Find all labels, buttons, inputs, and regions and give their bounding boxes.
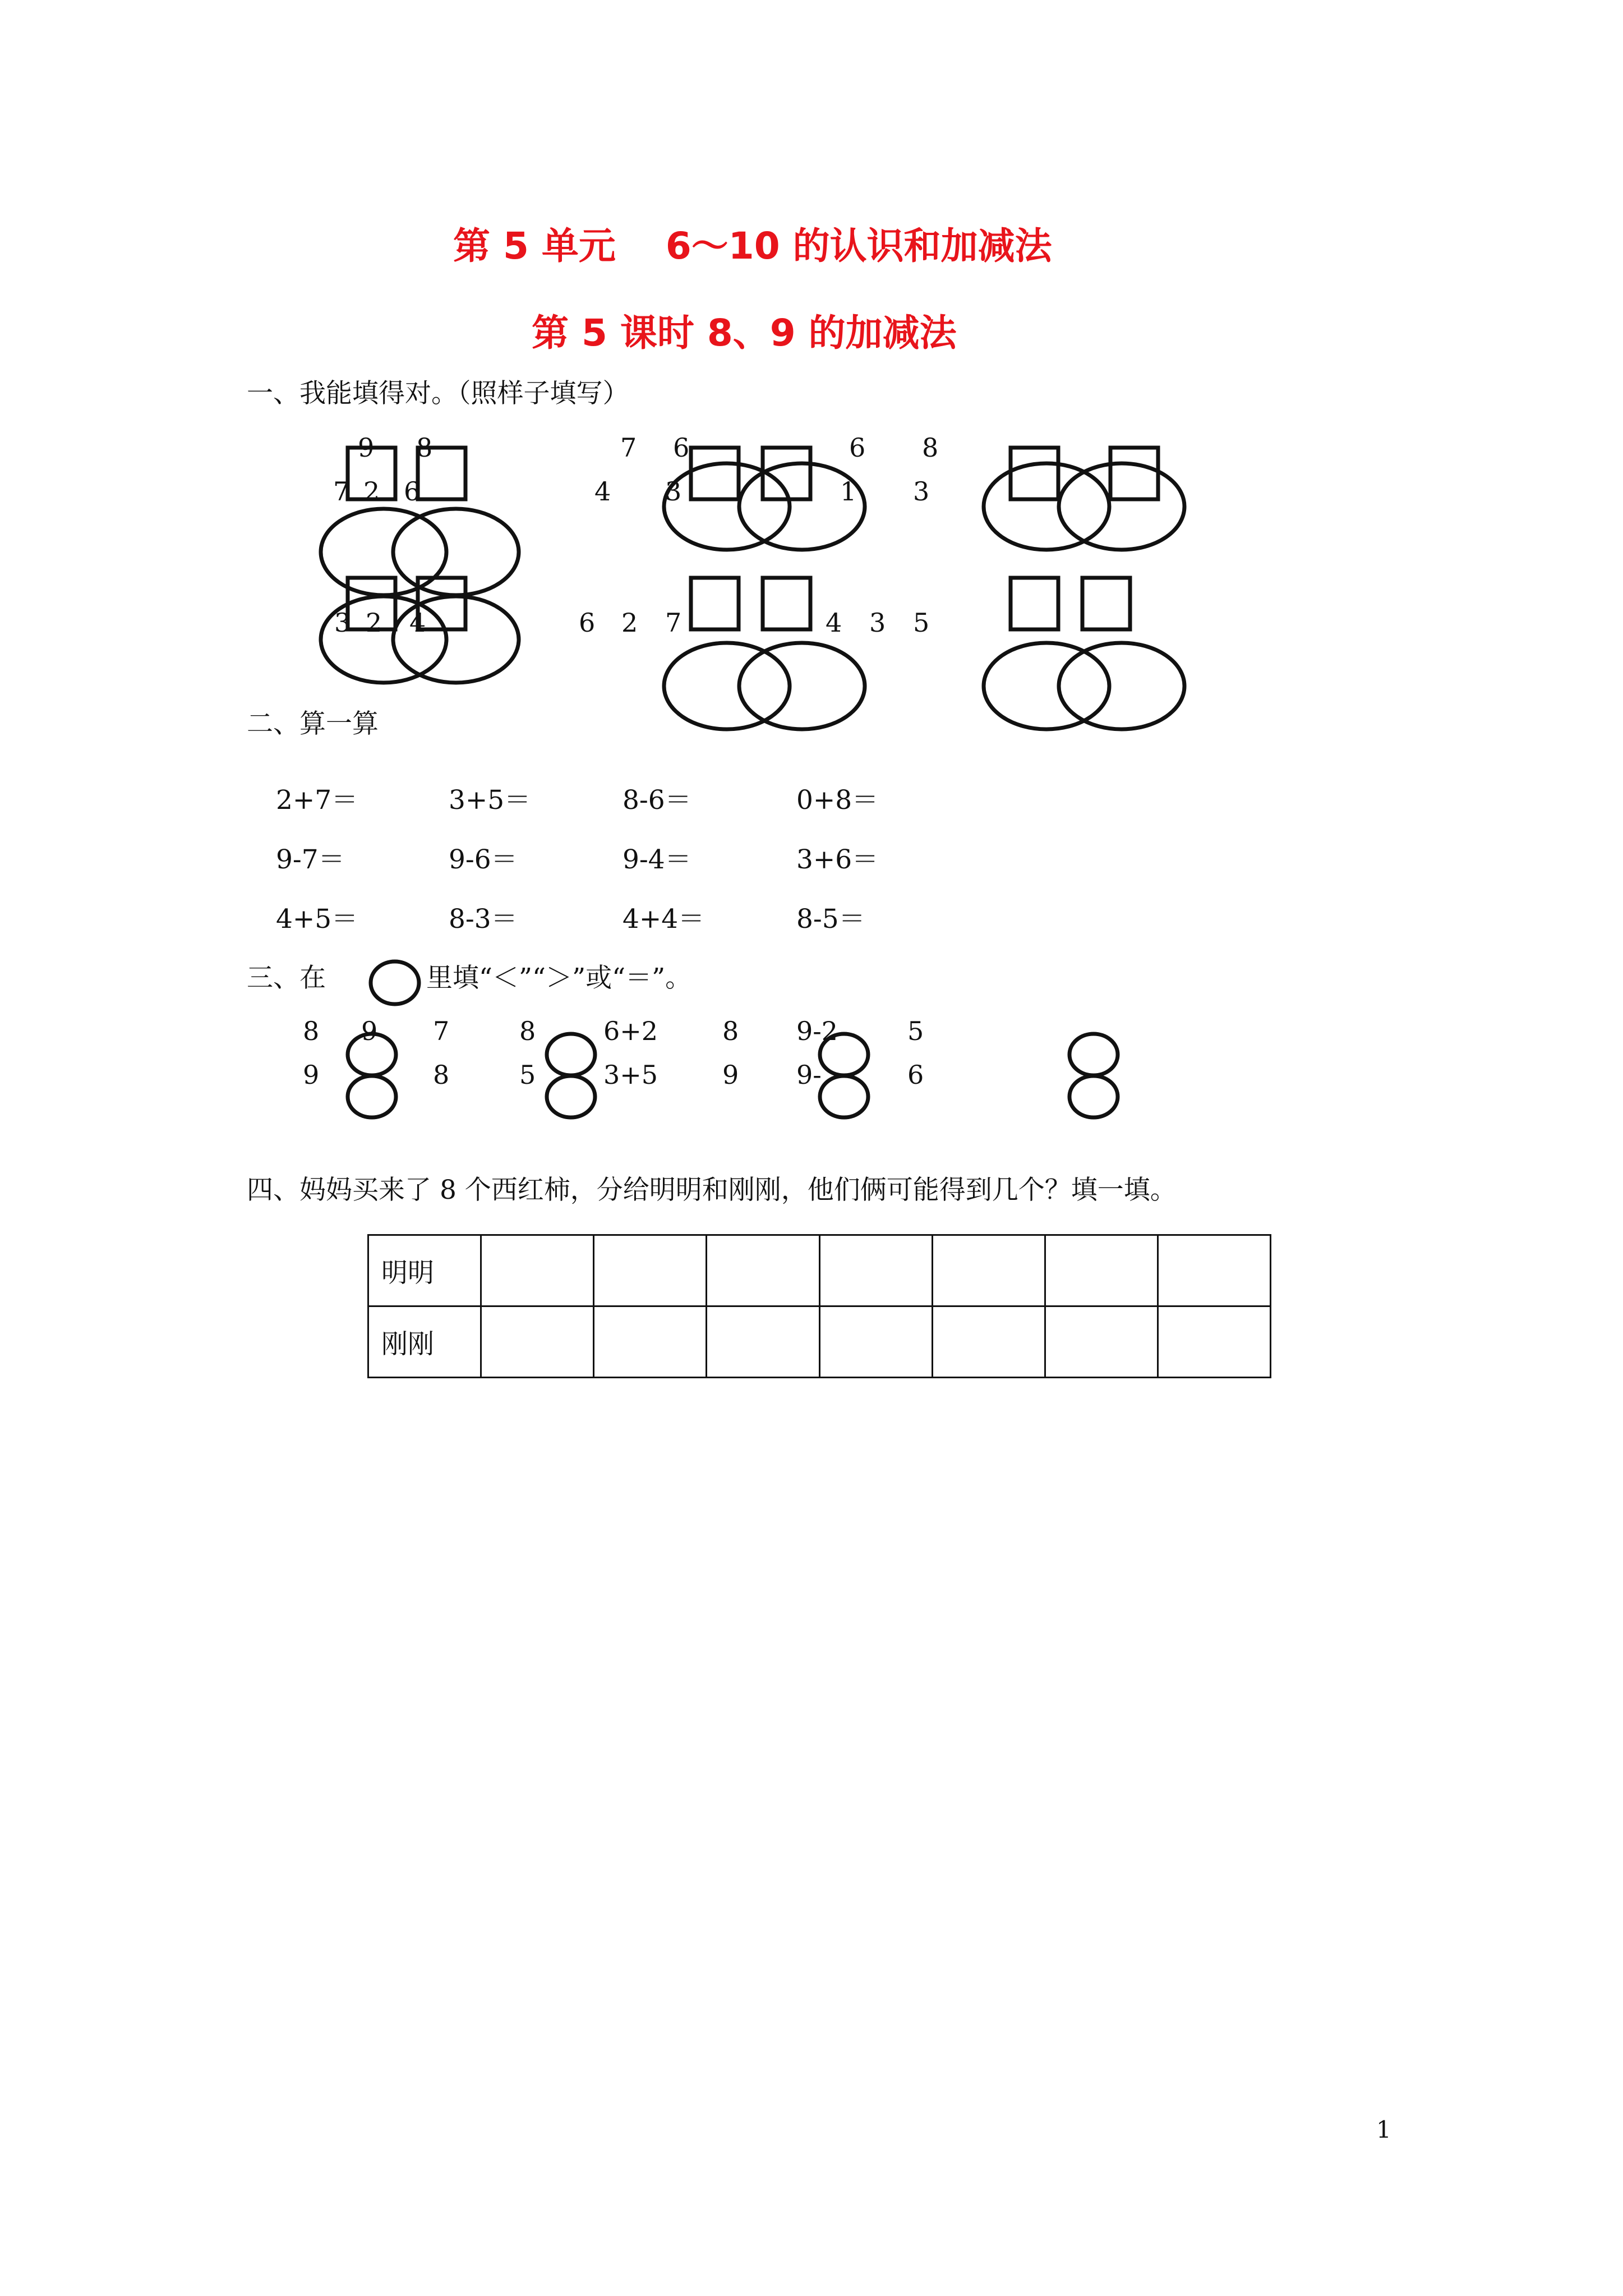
side-number: 3 xyxy=(913,476,930,507)
top-number: 8 xyxy=(416,432,433,463)
equation: 9-4＝ xyxy=(623,844,691,875)
comparison-value: 5 xyxy=(907,1016,924,1046)
side-number: 2 xyxy=(366,608,382,638)
comparison-value: 3+5 xyxy=(603,1060,658,1090)
answer-cell[interactable] xyxy=(1045,1235,1158,1306)
answer-cell[interactable] xyxy=(707,1235,819,1306)
side-number: 4 xyxy=(826,608,842,638)
section-3-heading-suffix: 里填“＜”“＞”或“＝”。 xyxy=(426,963,692,993)
venn-circle xyxy=(321,596,446,683)
section-4-heading: 四、妈妈买来了 8 个西红柿，分给明明和刚刚，他们俩可能得到几个？填一填。 xyxy=(247,1175,1177,1205)
equation: 8-5＝ xyxy=(796,904,865,935)
side-number: 4 xyxy=(594,476,611,507)
page-number: 1 xyxy=(1376,2116,1391,2143)
comparison-value: 7 xyxy=(433,1016,450,1046)
answer-box[interactable] xyxy=(1011,448,1058,499)
comparison-circle[interactable] xyxy=(1069,1034,1118,1075)
comparison-circle[interactable] xyxy=(1069,1076,1118,1117)
venn-circle xyxy=(321,509,446,595)
equation: 8-3＝ xyxy=(449,904,518,935)
equation: 0+8＝ xyxy=(796,785,879,816)
answer-cell[interactable] xyxy=(594,1235,707,1306)
comparison-value: 9 xyxy=(361,1016,378,1046)
answer-cell[interactable] xyxy=(481,1235,594,1306)
side-number: 3 xyxy=(334,608,351,638)
answer-cell[interactable] xyxy=(932,1235,1045,1306)
venn-circle xyxy=(739,463,865,550)
answer-box[interactable] xyxy=(1011,578,1058,629)
answer-cell[interactable] xyxy=(1158,1235,1270,1306)
comparison-circle[interactable] xyxy=(547,1034,595,1075)
answer-box[interactable] xyxy=(691,448,739,499)
venn-circle xyxy=(393,509,519,595)
side-number: 2 xyxy=(621,608,638,638)
top-number: 6 xyxy=(673,432,690,463)
answer-box[interactable] xyxy=(348,448,395,499)
equation: 4+4＝ xyxy=(623,904,705,935)
venn-circle xyxy=(739,643,865,729)
top-number: 7 xyxy=(620,432,637,463)
comparison-value: 9-2 xyxy=(796,1016,838,1046)
answer-cell[interactable] xyxy=(707,1306,819,1378)
table-row xyxy=(368,1306,1271,1378)
comparison-value: 9 xyxy=(722,1060,739,1090)
comparison-value: 9 xyxy=(303,1060,320,1090)
comparison-value: 6+2 xyxy=(603,1016,658,1046)
side-number: 5 xyxy=(913,608,930,638)
equation: 3+5＝ xyxy=(449,785,531,816)
equation: 3+6＝ xyxy=(796,844,879,875)
side-number: 3 xyxy=(665,476,682,507)
lesson-title: 第 5 课时 8、9 的加减法 xyxy=(532,311,957,355)
venn-circle xyxy=(393,596,519,683)
equation: 8-6＝ xyxy=(623,785,691,816)
unit-title: 第 5 单元 6～10 的认识和加减法 xyxy=(453,224,1052,268)
comparison-circle-sample xyxy=(371,961,419,1004)
comparison-value: 8 xyxy=(433,1060,450,1090)
venn-circle xyxy=(1059,463,1184,550)
top-number: 9 xyxy=(358,432,375,463)
row-label-ganggang: 刚刚 xyxy=(368,1306,481,1378)
answer-box[interactable] xyxy=(418,448,465,499)
answer-box[interactable] xyxy=(348,578,395,629)
answer-cell[interactable] xyxy=(932,1306,1045,1378)
side-number: 6 xyxy=(579,608,596,638)
side-number: 6 xyxy=(404,476,421,507)
comparison-circle[interactable] xyxy=(348,1076,396,1117)
equation: 9-7＝ xyxy=(276,844,345,875)
venn-circle xyxy=(984,643,1109,729)
row-label-mingming: 明明 xyxy=(368,1235,481,1306)
comparison-value: 8 xyxy=(722,1016,739,1046)
top-number: 8 xyxy=(922,432,939,463)
comparison-value: 6 xyxy=(907,1060,924,1090)
section-1-heading: 一、我能填得对。（照样子填写） xyxy=(247,378,629,409)
venn-circle xyxy=(664,463,790,550)
answer-cell[interactable] xyxy=(819,1306,932,1378)
comparison-circle[interactable] xyxy=(547,1076,595,1117)
table-row xyxy=(368,1235,1271,1306)
side-number: 3 xyxy=(869,608,886,638)
venn-circle xyxy=(984,463,1109,550)
equation: 2+7＝ xyxy=(276,785,358,816)
answer-cell[interactable] xyxy=(1045,1306,1158,1378)
answer-cell[interactable] xyxy=(481,1306,594,1378)
comparison-value: 8 xyxy=(303,1016,320,1046)
side-number: 1 xyxy=(840,476,857,507)
answer-box[interactable] xyxy=(1110,448,1158,499)
comparison-value: 5 xyxy=(519,1060,536,1090)
venn-circle xyxy=(664,643,790,729)
side-number: 7 xyxy=(665,608,682,638)
comparison-value: 9- xyxy=(796,1060,822,1090)
answer-box[interactable] xyxy=(691,578,739,629)
distribution-table xyxy=(367,1234,1271,1378)
answer-box[interactable] xyxy=(1082,578,1130,629)
venn-circle xyxy=(1059,643,1184,729)
equation: 4+5＝ xyxy=(276,904,358,935)
top-number: 6 xyxy=(849,432,866,463)
section-3-heading-prefix: 三、在 xyxy=(247,963,326,993)
answer-box[interactable] xyxy=(763,578,810,629)
side-number: 2 xyxy=(363,476,380,507)
comparison-value: 8 xyxy=(519,1016,536,1046)
answer-cell[interactable] xyxy=(819,1235,932,1306)
answer-cell[interactable] xyxy=(1158,1306,1270,1378)
side-number: 7 xyxy=(333,476,350,507)
comparison-circle[interactable] xyxy=(820,1076,868,1117)
equation: 9-6＝ xyxy=(449,844,518,875)
answer-cell[interactable] xyxy=(594,1306,707,1378)
section-2-heading: 二、算一算 xyxy=(247,708,379,739)
side-number: 4 xyxy=(409,608,426,638)
